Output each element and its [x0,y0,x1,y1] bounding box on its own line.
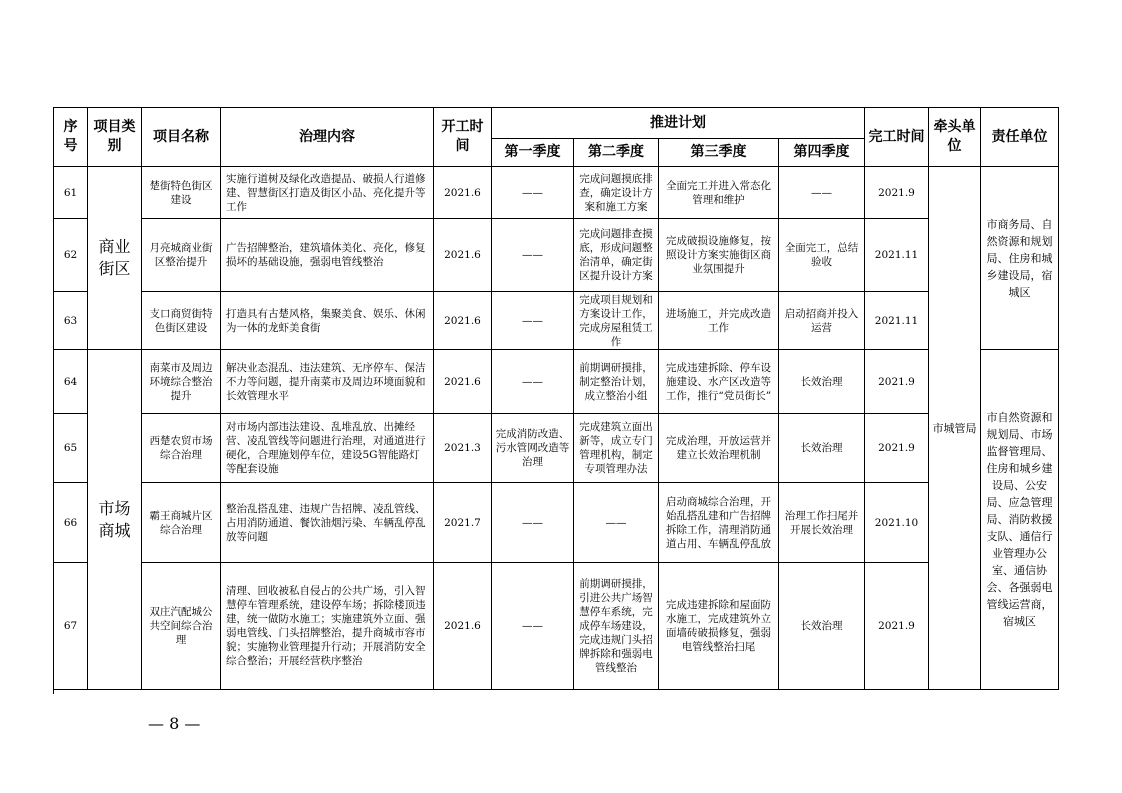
row-64-content: 解决业态混乱、违法建筑、无序停车、保洁不力等问题，提升南菜市及周边环境面貌和长效管理水平 [221,350,434,414]
row-64-q1: —— [492,350,574,414]
row-66-seq: 66 [54,483,88,563]
row-62-name: 月亮城商业街区整治提升 [142,219,221,292]
row-66-q4: 治理工作扫尾并开展长效治理 [779,483,865,563]
row-61-q4: —— [779,167,865,219]
row-65-seq: 65 [54,414,88,483]
row-67-content: 清理、回收被私自侵占的公共广场，引入智慧停车管理系统，建设停车场；拆除楼顶违建，统一做防水施工；实施建筑外立面、强弱电管线、门头招牌整治，提升商城市容市貌；实施物业管理提升行动；开展消防安全综合整治；开展经营秩序整治 [221,563,434,690]
header-q4: 第四季度 [779,139,865,167]
row-61-name: 楚街特色街区建设 [142,167,221,219]
header-category: 项目类别 [88,108,142,167]
category-market: 市场商城 [88,350,142,690]
row-64-seq: 64 [54,350,88,414]
row-67-q3: 完成违建拆除和屋面防水施工，完成建筑外立面墙砖破损修复，强弱电管线整治扫尾 [659,563,779,690]
row-66-start: 2021.7 [434,483,492,563]
row-64-name: 南菜市及周边环境综合整治提升 [142,350,221,414]
header-lead: 牵头单位 [929,108,981,167]
row-63-end: 2021.11 [865,292,929,350]
row-62-q2: 完成问题排查摸底，形成问题整治清单，确定街区提升设计方案 [574,219,659,292]
row-64-start: 2021.6 [434,350,492,414]
row-67-q1: —— [492,563,574,690]
row-67-q4: 长效治理 [779,563,865,690]
row-62-end: 2021.11 [865,219,929,292]
row-61-start: 2021.6 [434,167,492,219]
header-q2: 第二季度 [574,139,659,167]
row-66-q2: —— [574,483,659,563]
row-65-q4: 长效治理 [779,414,865,483]
lead-unit: 市城管局 [929,167,981,690]
header-seq: 序号 [54,108,88,167]
header-q3: 第三季度 [659,139,779,167]
row-61-q2: 完成问题摸底排查，确定设计方案和施工方案 [574,167,659,219]
row-66-content: 整治乱搭乱建、违规广告招牌、凌乱管线、占用消防通道、餐饮油烟污染、车辆乱停乱放等问题 [221,483,434,563]
row-62-q1: —— [492,219,574,292]
row-63-q3: 进场施工，并完成改造工作 [659,292,779,350]
row-65-q2: 完成建筑立面出新等，成立专门管理机构，制定专项管理办法 [574,414,659,483]
row-66-end: 2021.10 [865,483,929,563]
row-63-start: 2021.6 [434,292,492,350]
row-63-name: 支口商贸街特色街区建设 [142,292,221,350]
header-resp: 责任单位 [981,108,1059,167]
row-65-end: 2021.9 [865,414,929,483]
row-65-q3: 完成治理，开放运营并建立长效治理机制 [659,414,779,483]
row-61-content: 实施行道树及绿化改造提品、破损人行道修建、智慧街区打造及街区小品、亮化提升等工作 [221,167,434,219]
row-64-end: 2021.9 [865,350,929,414]
row-61-q3: 全面完工并进入常态化管理和维护 [659,167,779,219]
row-65-q1: 完成消防改造、污水管网改造等治理 [492,414,574,483]
project-table [53,107,1059,694]
row-61-q1: —— [492,167,574,219]
row-65-content: 对市场内部违法建设、乱堆乱放、出摊经营、凌乱管线等问题进行治理，对通道进行硬化，合理施划停车位，建设5G智能路灯等配套设施 [221,414,434,483]
row-61-end: 2021.9 [865,167,929,219]
row-67-end: 2021.9 [865,563,929,690]
row-62-start: 2021.6 [434,219,492,292]
header-q1: 第一季度 [492,139,574,167]
row-63-seq: 63 [54,292,88,350]
row-66-q1: —— [492,483,574,563]
row-63-q1: —— [492,292,574,350]
header-start: 开工时间 [434,108,492,167]
row-66-q3: 启动商城综合治理，开始乱搭乱建和广告招牌拆除工作，清理消防通道占用、车辆乱停乱放 [659,483,779,563]
row-61-seq: 61 [54,167,88,219]
row-64-q2: 前期调研摸排，制定整治计划，成立整治小组 [574,350,659,414]
header-content: 治理内容 [221,108,434,167]
page-number: — 8 — [148,714,201,733]
row-62-seq: 62 [54,219,88,292]
header-plan: 推进计划 [492,108,865,139]
row-62-q3: 完成破损设施修复，按照设计方案实施街区商业氛围提升 [659,219,779,292]
row-67-name: 双庄汽配城公共空间综合治理 [142,563,221,690]
row-65-start: 2021.3 [434,414,492,483]
header-end: 完工时间 [865,108,929,167]
row-67-seq: 67 [54,563,88,690]
row-66-name: 霸王商城片区综合治理 [142,483,221,563]
resp-unit-market: 市自然资源和规划局、市场监督管理局、住房和城乡建设局、公安局、应急管理局、消防救援支队、通信行业管理办公室、通信协会、各强弱电管线运营商，宿城区 [981,350,1059,690]
row-62-content: 广告招牌整治，建筑墙体美化、亮化，修复损坏的基础设施，强弱电管线整治 [221,219,434,292]
row-67-q2: 前期调研摸排，引进公共广场智慧停车系统，完成停车场建设，完成违规门头招牌拆除和强弱电管线整治 [574,563,659,690]
row-67-start: 2021.6 [434,563,492,690]
header-name: 项目名称 [142,108,221,167]
category-commercial: 商业街区 [88,167,142,350]
resp-unit-commercial: 市商务局、自然资源和规划局、住房和城乡建设局，宿城区 [981,167,1059,350]
row-63-q2: 完成项目规划和方案设计工作，完成房屋租赁工作 [574,292,659,350]
row-65-name: 西楚农贸市场综合治理 [142,414,221,483]
row-63-content: 打造具有古楚风格，集聚美食、娱乐、休闲为一体的龙虾美食街 [221,292,434,350]
row-64-q3: 完成违建拆除、停车设施建设、水产区改造等工作，推行“党员街长” [659,350,779,414]
row-62-q4: 全面完工，总结验收 [779,219,865,292]
row-63-q4: 启动招商并投入运营 [779,292,865,350]
row-64-q4: 长效治理 [779,350,865,414]
